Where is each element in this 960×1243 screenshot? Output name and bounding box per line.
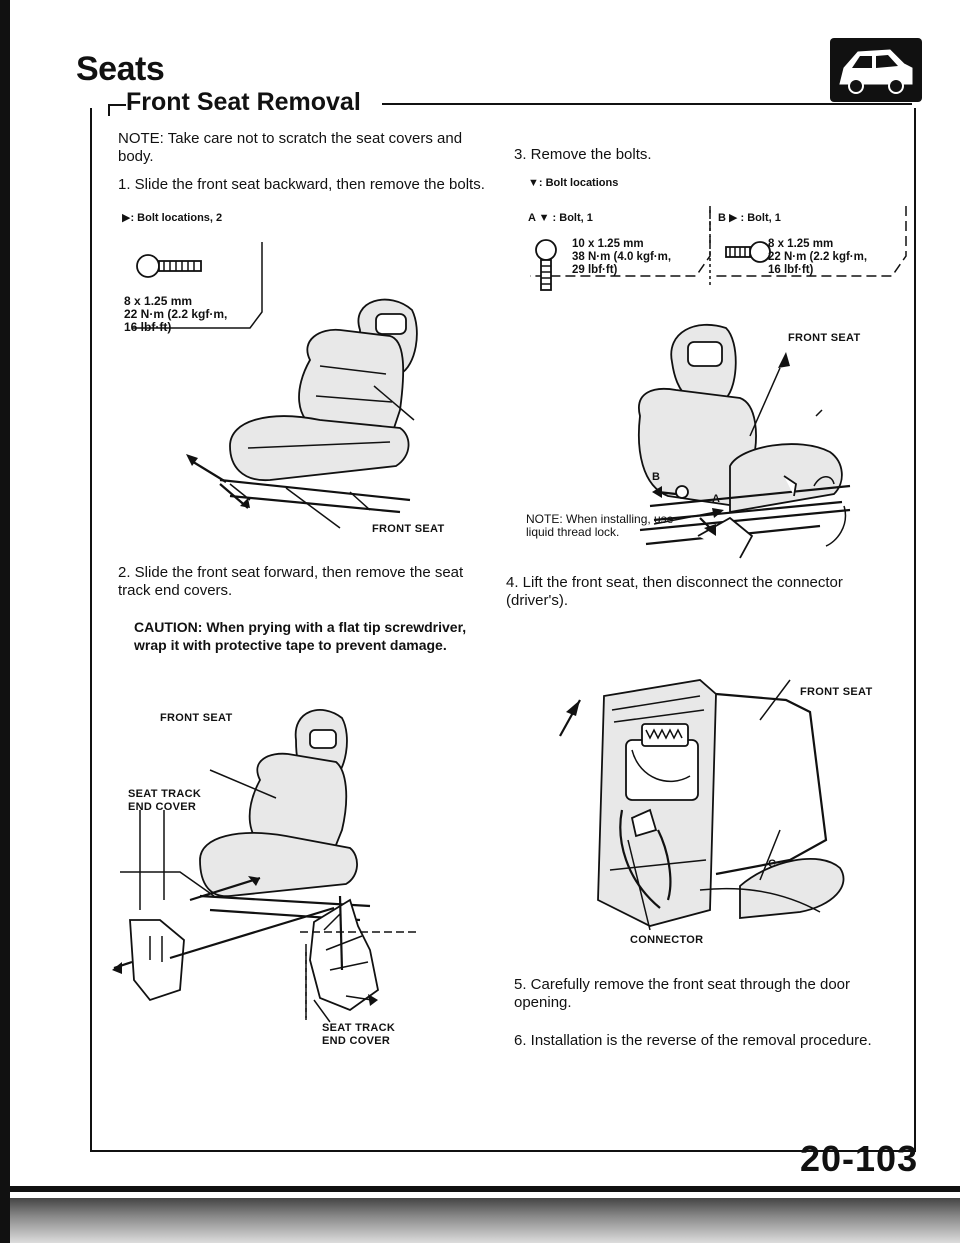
step-5-text: 5. Carefully remove the front seat through the door opening.: [514, 976, 851, 1011]
bolt-icon-b: [726, 242, 770, 262]
caution-text: CAUTION: When prying with a flat tip screwdriver, wrap it with protective tape to prevent damage.: [134, 619, 467, 653]
section-title: Front Seat Removal: [126, 88, 361, 116]
marker-a-step3: A: [712, 493, 721, 505]
bolt-a-spec-size: 10 x 1.25 mm: [572, 238, 644, 250]
bolt-spec-torque-lbf: 16 lbf·ft): [124, 320, 172, 334]
front-seat-label-step2: FRONT SEAT: [160, 712, 233, 724]
page-number: 20-103: [800, 1138, 919, 1179]
general-note: NOTE: Take care not to scratch the seat covers and body.: [118, 130, 463, 165]
marker-c-step4: C: [768, 858, 777, 870]
seat-track-end-cover-label-bottom: SEAT TRACK END COVER: [322, 1022, 396, 1047]
bolt-b-spec-size: 8 x 1.25 mm: [768, 238, 834, 250]
footer-band: [10, 1186, 960, 1192]
step-6-text: 6. Installation is the reverse of the removal procedure.: [514, 1032, 872, 1049]
seat-track-end-cover-label-top: SEAT TRACK END COVER: [128, 788, 202, 813]
marker-b-step3: B: [652, 471, 661, 483]
bolt-b-spec-torque-nm: 22 N·m (2.2 kgf·m,: [768, 251, 868, 263]
front-seat-label-step1: FRONT SEAT: [372, 523, 445, 535]
bolt-a-header: A ▼ : Bolt, 1: [528, 212, 593, 224]
note-arrow-step3: [654, 506, 734, 536]
title-rule: [108, 104, 126, 106]
bolt-a-spec-torque-lbf: 29 lbf·ft): [572, 264, 618, 276]
connector-label: CONNECTOR: [630, 934, 704, 946]
connector-illustration-step4: [540, 660, 880, 940]
bolt-a-spec-torque-nm: 38 N·m (4.0 kgf·m,: [572, 251, 672, 263]
front-seat-label-step3: FRONT SEAT: [788, 332, 861, 344]
page-title: Seats: [76, 50, 165, 88]
front-seat-label-step4: FRONT SEAT: [800, 686, 873, 698]
bolt-b-header: B ▶ : Bolt, 1: [718, 212, 781, 224]
bolt-b-spec-torque-lbf: 16 lbf·ft): [768, 264, 814, 276]
front-seat-illustration-step1: [190, 270, 490, 530]
bolt-icon-a: [536, 240, 556, 290]
step-4-text: 4. Lift the front seat, then disconnect the connector (driver's).: [506, 574, 843, 609]
step-1-text: 1. Slide the front seat backward, then remove the bolts.: [118, 176, 485, 193]
section-rule: [382, 103, 912, 105]
step-2-text: 2. Slide the front seat forward, then remove the seat track end covers.: [118, 564, 464, 599]
bolt-spec-size: 8 x 1.25 mm: [124, 294, 193, 308]
step-3-note: NOTE: When installing, use liquid thread lock.: [526, 512, 674, 539]
step-3-legend: ▼: Bolt locations: [528, 177, 619, 189]
bolt-a-spec: [572, 238, 712, 277]
car-body-icon: [830, 38, 922, 102]
bolt-b-spec: [768, 238, 908, 277]
seat-track-cover-illustration: [110, 700, 470, 1080]
step-3-text: 3. Remove the bolts.: [514, 146, 652, 163]
step-1-legend: ▶: Bolt locations, 2: [122, 212, 223, 224]
footer-shadow: [10, 1198, 960, 1243]
bolt-spec-torque-nm: 22 N·m (2.2 kgf·m,: [124, 307, 228, 321]
page-spine: [0, 0, 10, 1243]
